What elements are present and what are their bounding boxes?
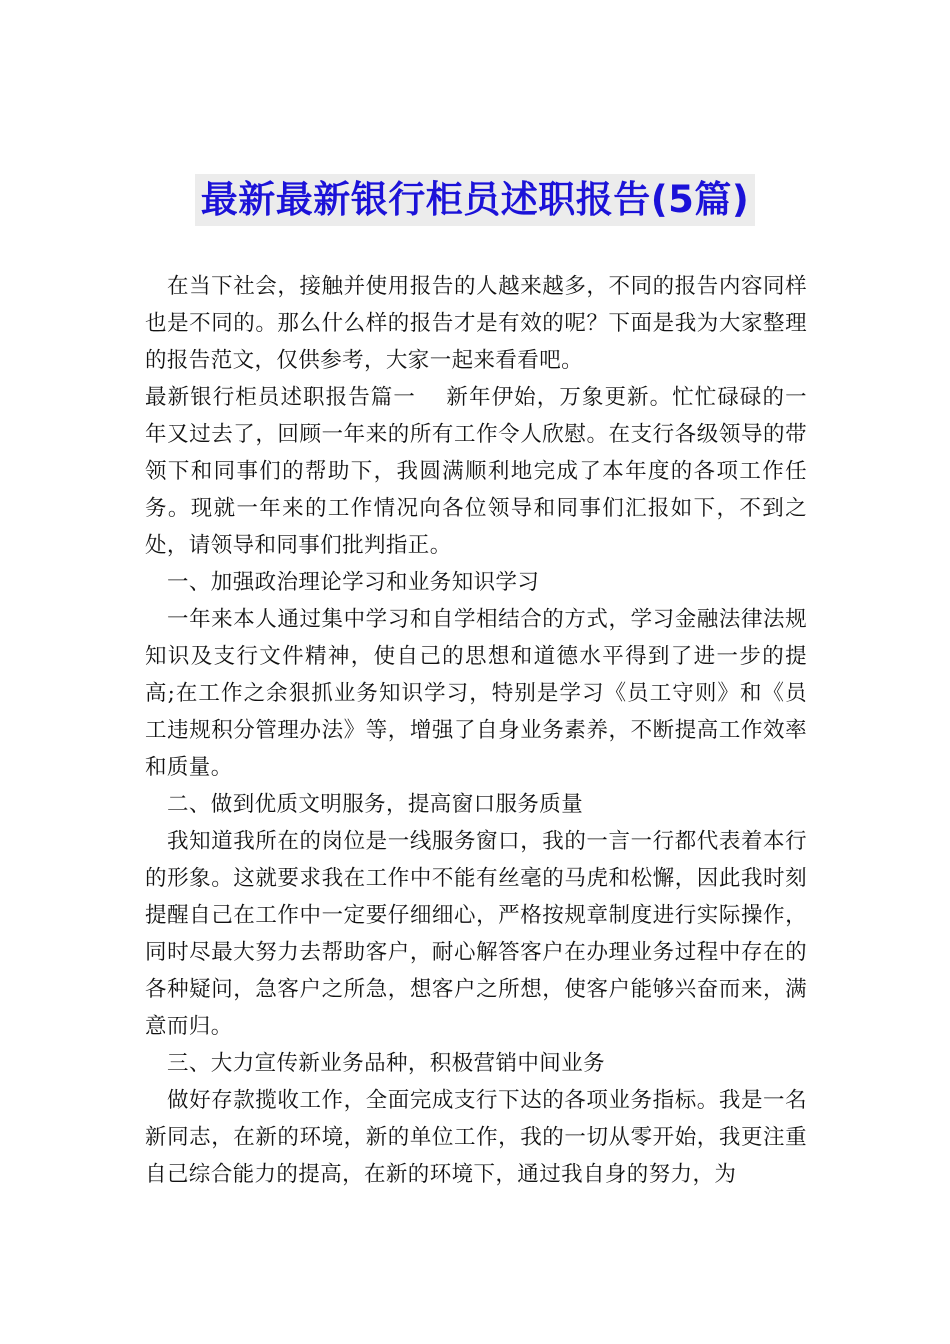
section-paragraph-3: 做好存款揽收工作，全面完成支行下达的各项业务指标。我是一名新同志，在新的环境，新的单位工作，我的一切从零开始，我更注重自己综合能力的提高，在新的环境下，通过我自身的努力，为: [145, 1088, 807, 1187]
document-title: 最新最新银行柜员述职报告(5篇): [195, 174, 756, 226]
report-opening-paragraph: 最新银行柜员述职报告篇一 新年伊始，万象更新。忙忙碌碌的一年又过去了，回顾一年来的所有工作令人欣慰。在支行各级领导的带领下和同事们的帮助下，我圆满顺利地完成了本年度的各项工作任务。现就一年来的工作情况向各位领导和同事们汇报如下，不到之处，请领导和同事们批判指正。: [145, 385, 807, 558]
intro-paragraph: 在当下社会，接触并使用报告的人越来越多，不同的报告内容同样也是不同的。那么什么样的报告才是有效的呢？下面是我为大家整理的报告范文，仅供参考，大家一起来看看吧。: [145, 274, 807, 373]
section-heading-1: 一、加强政治理论学习和业务知识学习: [167, 570, 540, 595]
section-heading-2: 二、做到优质文明服务，提高窗口服务质量: [167, 792, 584, 817]
section-paragraph-1: 一年来本人通过集中学习和自学相结合的方式，学习金融法律法规知识及支行文件精神，使自己的思想和道德水平得到了进一步的提高;在工作之余狠抓业务知识学习，特别是学习《员工守则》和《员工违规积分管理办法》等，增强了自身业务素养，不断提高工作效率和质量。: [145, 607, 807, 780]
title-container: [0, 174, 950, 226]
section-heading-3: 三、大力宣传新业务品种，积极营销中间业务: [167, 1051, 606, 1076]
document-body: [145, 268, 807, 1193]
section-paragraph-2: 我知道我所在的岗位是一线服务窗口，我的一言一行都代表着本行的形象。这就要求我在工作中不能有丝毫的马虎和松懈，因此我时刻提醒自己在工作中一定要仔细细心，严格按规章制度进行实际操作，同时尽最大努力去帮助客户，耐心解答客户在办理业务过程中存在的各种疑问，急客户之所急，想客户之所想，使客户能够兴奋而来，满意而归。: [145, 829, 807, 1039]
